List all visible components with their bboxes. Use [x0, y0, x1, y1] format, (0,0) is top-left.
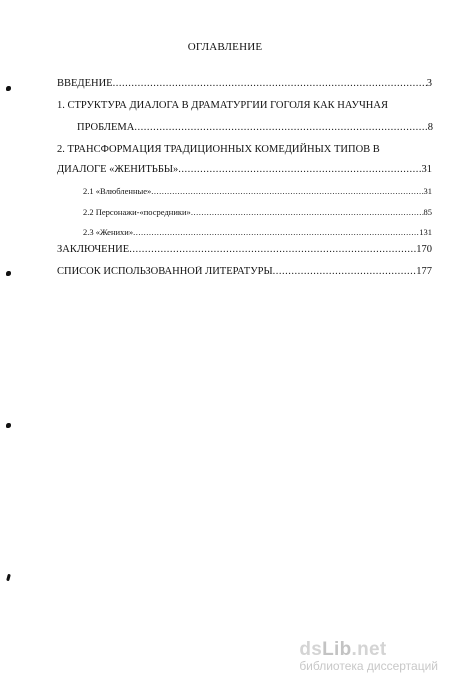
toc-entry-page: 131: [419, 227, 432, 237]
watermark-brand-lib: Lib: [322, 639, 352, 660]
toc-entry-label: ВВЕДЕНИЕ: [57, 78, 113, 89]
toc-entry-page: 3: [426, 78, 432, 89]
watermark: [299, 639, 438, 673]
dot-leader: [273, 266, 417, 277]
toc-entry-label: ЗАКЛЮЧЕНИЕ: [57, 244, 130, 255]
toc-entry-label: 2.1 «Влюбленные»: [83, 186, 152, 196]
dot-leader: [178, 164, 421, 175]
toc-entry-conclusion: [57, 244, 432, 255]
toc-entry-page: 177: [416, 266, 432, 277]
toc-entry-chapter-1: [77, 122, 433, 133]
dot-leader: [191, 207, 424, 217]
toc-entry-label: СПИСОК ИСПОЛЬЗОВАННОЙ ЛИТЕРАТУРЫ: [57, 266, 273, 277]
toc-entry-chapter-1-heading: 1. СТРУКТУРА ДИАЛОГА В ДРАМАТУРГИИ ГОГОЛЯ КАК НАУЧНАЯ: [57, 100, 388, 111]
toc-entry-section-2-2: [83, 207, 432, 217]
toc-entry-page: 8: [427, 122, 433, 133]
dot-leader: [129, 244, 416, 255]
toc-entry-chapter-2: [57, 164, 432, 175]
watermark-subtitle: библиотека диссертаций: [299, 659, 438, 673]
toc-entry-page: 170: [416, 244, 432, 255]
toc-entry-introduction: [57, 78, 432, 89]
toc-entry-page: 85: [423, 207, 432, 217]
toc-entry-chapter-2-heading: 2. ТРАНСФОРМАЦИЯ ТРАДИЦИОННЫХ КОМЕДИЙНЫХ ТИПОВ В: [57, 144, 380, 155]
toc-entry-section-2-3: [83, 227, 432, 237]
dot-leader: [151, 186, 423, 196]
toc-entry-label: 2.3 «Женихи»: [83, 227, 134, 237]
page-title: ОГЛАВЛЕНИЕ: [187, 41, 263, 53]
toc-entry-label: 2.2 Персонажи-«посредники»: [83, 207, 191, 217]
watermark-brand-ds: ds: [299, 639, 323, 660]
watermark-brand-tld: .net: [351, 639, 387, 660]
toc-entry-page: 31: [423, 186, 432, 196]
toc-entry-label: ПРОБЛЕМА: [77, 122, 135, 133]
watermark-brand: [299, 639, 438, 661]
dot-leader: [134, 122, 427, 133]
dot-leader: [133, 227, 419, 237]
dot-leader: [113, 78, 427, 89]
toc-entry-bibliography: [57, 266, 432, 277]
toc-entry-section-2-1: [83, 186, 432, 196]
scan-mark: [6, 423, 11, 428]
scan-mark: [6, 86, 11, 91]
toc-entry-label: ДИАЛОГЕ «ЖЕНИТЬБЫ»: [57, 164, 179, 175]
scan-mark: [6, 271, 11, 276]
scan-mark: [6, 574, 11, 582]
toc-entry-page: 31: [421, 164, 432, 175]
